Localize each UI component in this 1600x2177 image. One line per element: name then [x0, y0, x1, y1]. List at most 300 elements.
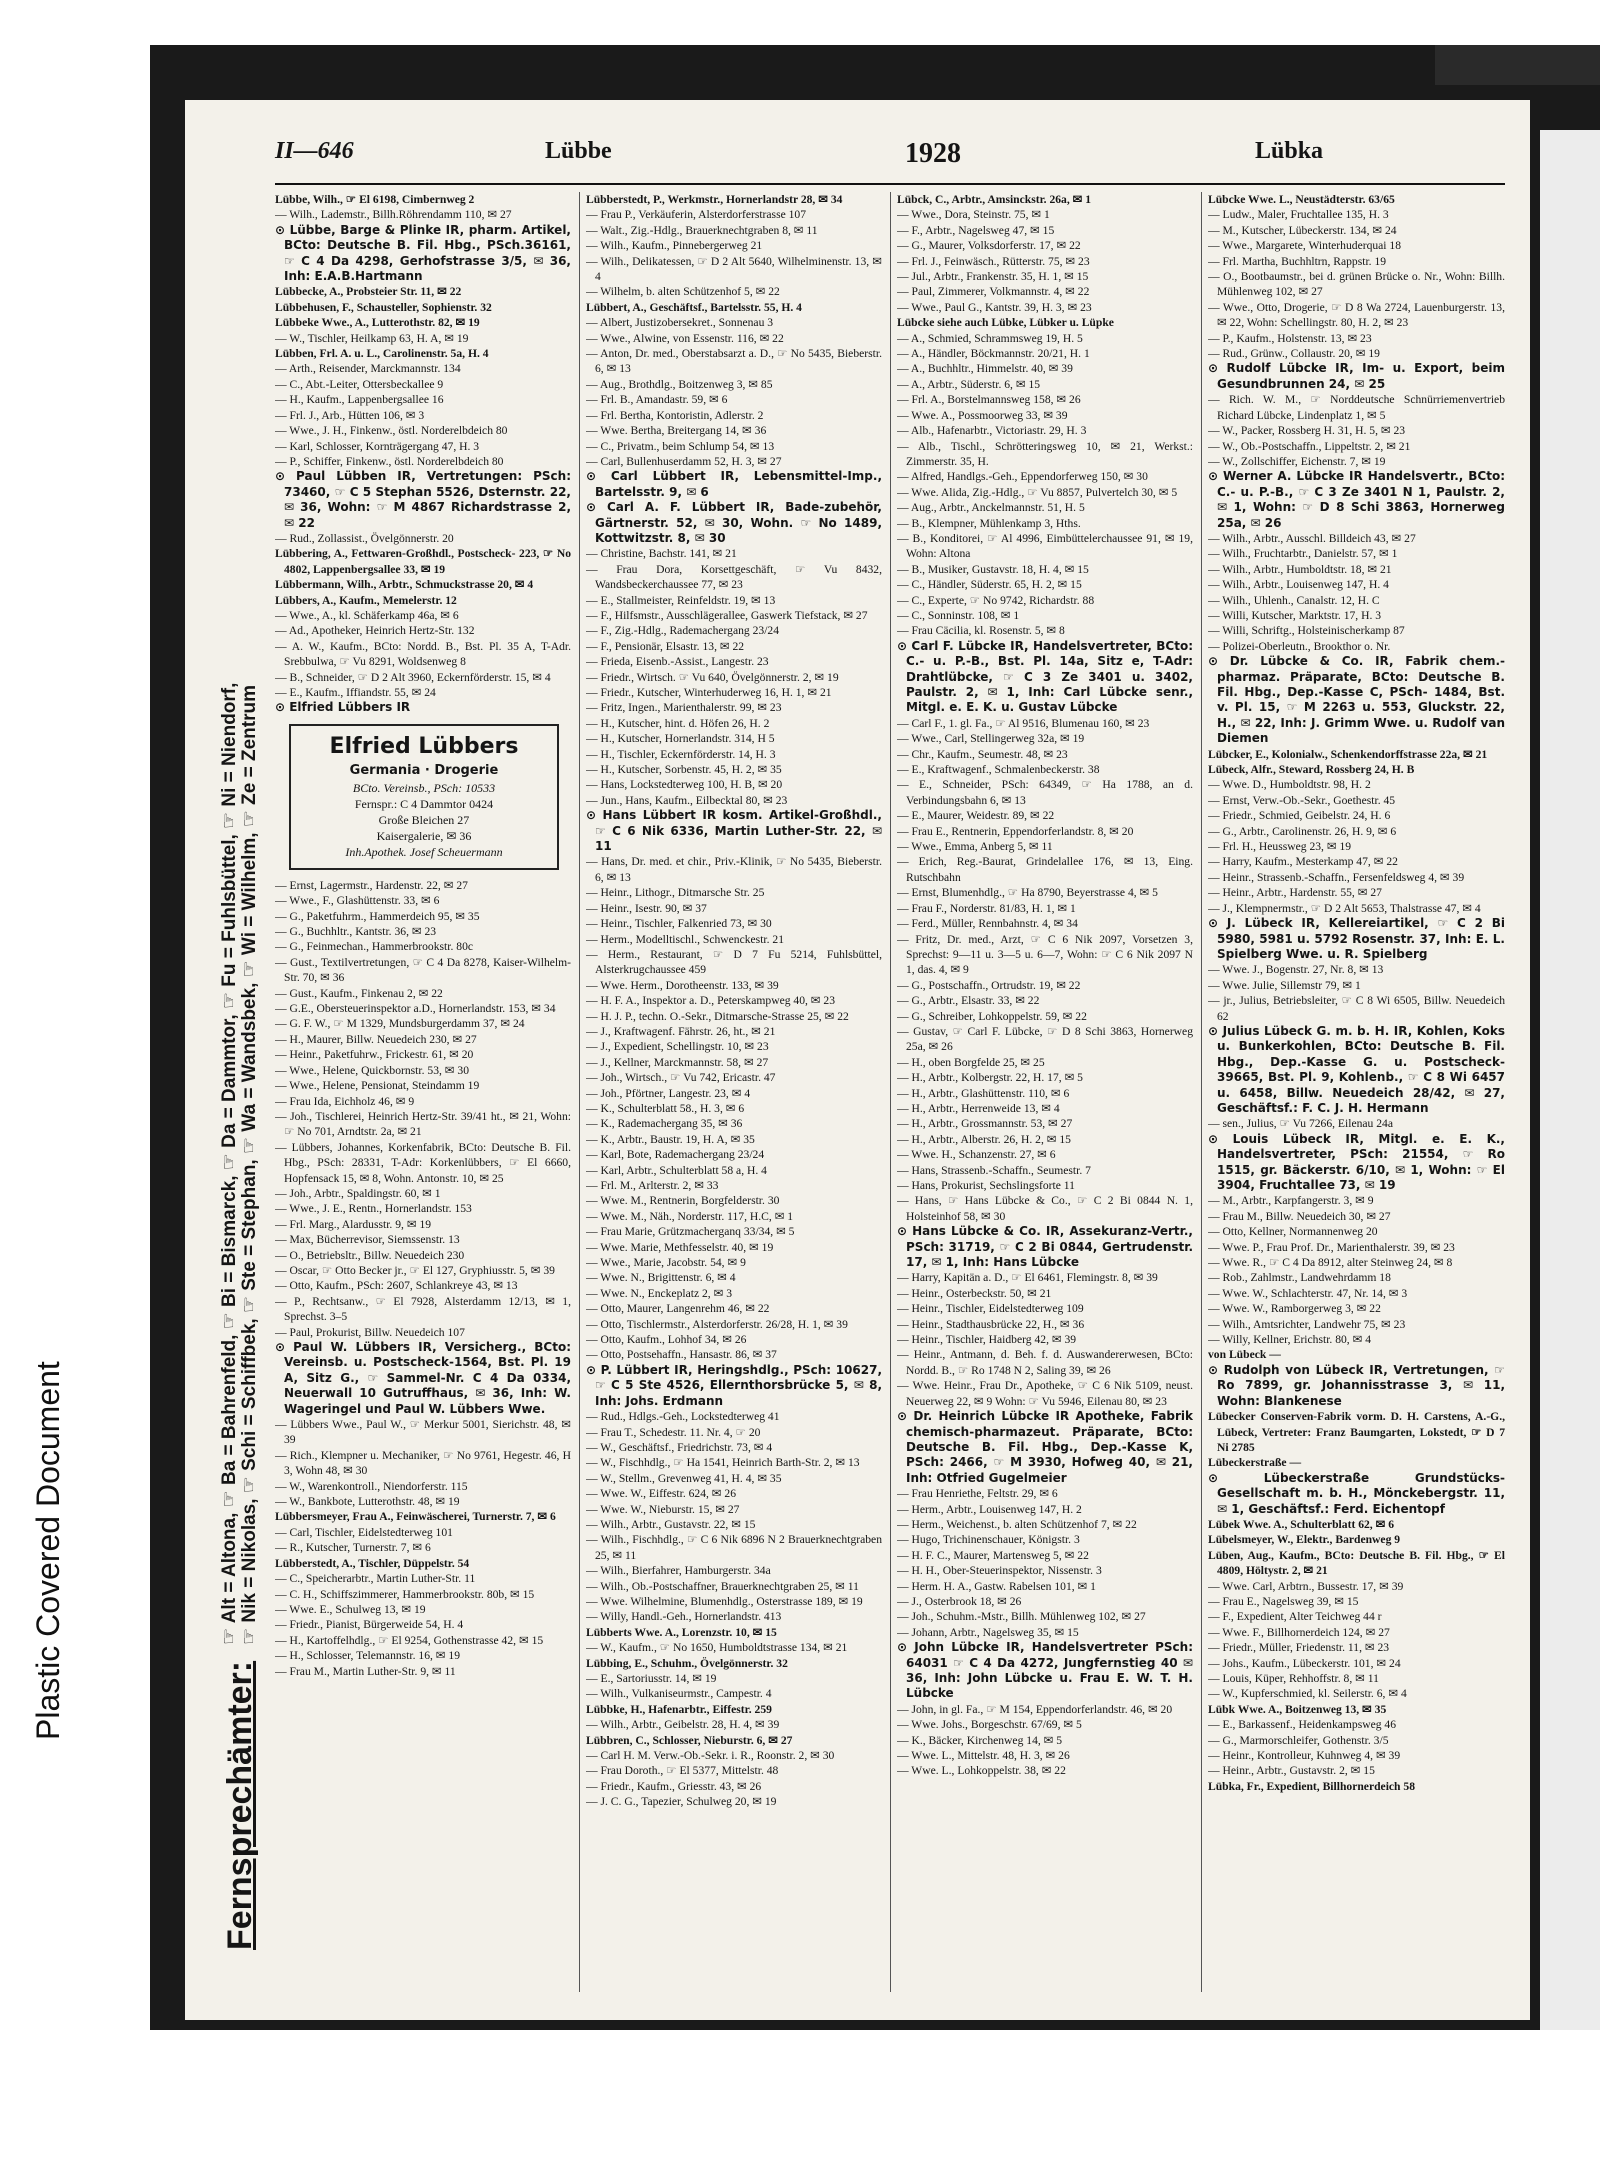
directory-entry: — Wilhelm, b. alten Schützenhof 5, ✉ 22 [586, 285, 780, 299]
directory-entry: — Ad., Apotheker, Heinrich Hertz-Str. 132 [275, 624, 475, 638]
directory-entry: — H., Maurer, Billw. Neuedeich 230, ✉ 27 [275, 1032, 477, 1046]
directory-entry: — F., Zig.-Hdlg., Rademachergang 23/24 [586, 624, 780, 638]
directory-entry: ⊙ Elfried Lübbers IR [275, 700, 411, 715]
directory-entry: — Wilh., Kaufm., Pinnebergerweg 21 [586, 239, 763, 253]
directory-entry: ⊙ Louis Lübeck IR, Mitgl. e. E. K., Handelsvertreter, PSch: 21554, ☞ Ro 1515, gr. Bäckerstr. 6/10, ✉ 1, Wohn: ☞ El 3904, Fruchtallee 73, ✉ 19 [1208, 1131, 1505, 1192]
directory-entry: — Frl. B., Amandastr. 59, ✉ 6 [586, 393, 728, 407]
directory-entry: — Ferd., Müller, Rennbahnstr. 4, ✉ 34 [897, 917, 1078, 931]
directory-entry: Lübk Wwe. A., Boitzenweg 13, ✉ 35 [1208, 1702, 1387, 1716]
directory-entry: — H., Schlosser, Telemannstr. 16, ✉ 19 [275, 1649, 461, 1663]
directory-entry: — Wwe., F., Glashüttenstr. 33, ✉ 6 [275, 894, 440, 908]
column-divider [890, 192, 891, 1992]
directory-entry: — E., Stallmeister, Reinfeldstr. 19, ✉ 13 [586, 593, 776, 607]
adjacent-page-edge [1540, 130, 1600, 2030]
directory-entry: — G., Arbtr., Carolinenstr. 26, H. 9, ✉ 6 [1208, 824, 1397, 838]
directory-entry: — Wwe., Helene, Pensionat, Steindamm 19 [275, 1079, 480, 1093]
directory-entry: — E., Schneider, PSch: 64349, ☞ Ha 1788, an d. Verbindungsbahn 6, ✉ 13 [897, 778, 1193, 807]
directory-entry: — Erich, Reg.-Baurat, Grindelallee 176, ✉ 13, Eing. Rutschbahn [897, 855, 1193, 884]
directory-entry: — Otto, Kaufm., Lohhof 34, ✉ 26 [586, 1333, 747, 1347]
directory-entry: Lübbeke Wwe., A., Lutterothstr. 82, ✉ 19 [275, 316, 480, 330]
directory-entry: — Frau M., Martin Luther-Str. 9, ✉ 11 [275, 1664, 456, 1678]
directory-entry: ⊙ Carl Lübbert IR, Lebensmittel-Imp., Bartelsstr. 9, ✉ 6 [586, 469, 882, 499]
directory-entry: — H. J. P., techn. O.-Sekr., Ditmarsche-Strasse 25, ✉ 22 [586, 1009, 849, 1023]
directory-entry: — Wwe., Otto, Drogerie, ☞ D 8 Wa 2724, Lauenburgerstr. 13, ✉ 22, Wohn: Schellingstr. 80, H. 2, ✉ 23 [1208, 300, 1505, 330]
directory-entry: — P., Rechtsanw., ☞ El 7928, Alsterdamm 12/13, ✉ 1, Sprechst. 3–5 [275, 1294, 571, 1324]
directory-entry: — Heinr., Tischler, Eidelstedterweg 109 [897, 1302, 1084, 1316]
directory-entry: — Willy, Handl.-Geh., Hornerlandstr. 413 [586, 1610, 782, 1624]
directory-entry: — Wwe. Marie, Methfesselstr. 40, ✉ 19 [586, 1240, 774, 1254]
directory-entry: — B., Schneider, ☞ D 2 Alt 3960, Eckernförderstr. 15, ✉ 4 [275, 670, 551, 684]
exchange-legend-title: Fernsprechämter: [220, 1660, 259, 1950]
directory-entry: ⊙ Rudolph von Lübeck IR, Vertretungen, ☞ Ro 7899, gr. Johannisstrasse 3, ✉ 11, Wohn: Blankenese [1208, 1362, 1505, 1408]
directory-entry: — G. F. W., ☞ M 1329, Mundsburgerdamm 37, ✉ 24 [275, 1017, 525, 1031]
directory-entry: — J. C. G., Tapezier, Schulweg 20, ✉ 19 [586, 1795, 777, 1809]
directory-entry: — W., Packer, Rossberg H. 31, H. 5, ✉ 23 [1208, 424, 1406, 438]
directory-entry: — K., Arbtr., Baustr. 19, H. A, ✉ 35 [586, 1132, 755, 1146]
directory-entry: — Frau E., Rentnerin, Eppendorferlandstr. 8, ✉ 20 [897, 824, 1134, 838]
directory-entry: — Wwe. N., Enckeplatz 2, ✉ 3 [586, 1286, 733, 1300]
directory-entry: — C., Abt.-Leiter, Ottersbeckallee 9 [275, 377, 444, 391]
directory-entry: — Heinr., Stadthausbrücke 22, H., ✉ 36 [897, 1317, 1085, 1331]
directory-entry: Lübeckerstraße — [1208, 1456, 1302, 1470]
directory-entry: — Wilh., Arbtr., Humboldtstr. 18, ✉ 21 [1208, 562, 1392, 576]
directory-entry: — Wilh., Delikatessen, ☞ D 2 Alt 5640, Wilhelminenstr. 13, ✉ 4 [586, 254, 882, 284]
directory-entry: — Frau M., Billw. Neuedeich 30, ✉ 27 [1208, 1209, 1391, 1223]
directory-entry: ⊙ P. Lübbert IR, Heringshdlg., PSch: 10627, ☞ C 5 Ste 4526, Ellernthorsbrücke 5, ✉ 8, Inh: Johs. Erdmann [586, 1362, 882, 1408]
directory-entry: — F., Pensionär, Elsastr. 13, ✉ 22 [586, 639, 745, 653]
directory-entry: — G.E., Obersteuerinspektor a.D., Hornerlandstr. 153, ✉ 34 [275, 1002, 556, 1016]
directory-entry: — Wilh., Amtsrichter, Landwehr 75, ✉ 23 [1208, 1317, 1406, 1331]
directory-entry: — Aug., Brothdlg., Boitzenweg 3, ✉ 85 [586, 377, 773, 391]
directory-entry: — Wwe. L., Lohkoppelstr. 38, ✉ 22 [897, 1764, 1066, 1778]
directory-entry: Lübecker Conserven-Fabrik vorm. D. H. Carstens, A.-G., Lübeck, Vertreter: Franz Baumgarten, Lokstedt, ☞ D 7 Ni 2785 [1208, 1410, 1505, 1454]
directory-entry: — C., Sonninstr. 108, ✉ 1 [897, 608, 1020, 622]
directory-entry: — J., Expedient, Schellingstr. 10, ✉ 23 [586, 1040, 769, 1054]
directory-entry: — Carl, Tischler, Eidelstedterweg 101 [275, 1525, 453, 1539]
directory-entry: ⊙ Rudolf Lübcke IR, Im- u. Export, beim Gesundbrunnen 24, ✉ 25 [1208, 361, 1505, 391]
side-label-text: Plastic Covered Document [30, 1361, 66, 1740]
directory-entry: — Frl. Bertha, Kontoristin, Adlerstr. 2 [586, 408, 764, 422]
directory-entry: — Wwe. H., Schanzenstr. 27, ✉ 6 [897, 1148, 1056, 1162]
directory-entry: — Lübbers, Johannes, Korkenfabrik, BCto: Deutsche B. Fil. Hbg., PSch: 28331, T-Adr: Korkenlübbers, ☞ El 6660, Hopfensack 15, ✉ 8, Wohn. Antonstr. 10, ✉ 25 [275, 1140, 571, 1185]
directory-entry: — Frl. A., Borstelmannsweg 158, ✉ 26 [897, 393, 1081, 407]
directory-entry: — Otto, Postsehaffn., Hansastr. 86, ✉ 37 [586, 1348, 777, 1362]
directory-entry: Lübbing, E., Schuhm., Övelgönnerstr. 32 [586, 1656, 788, 1670]
page-header [275, 138, 1505, 188]
directory-entry: — Wwe. W., Ramborgerweg 3, ✉ 22 [1208, 1302, 1381, 1316]
header-rule [275, 183, 1505, 185]
directory-entry: — H., Kaufm., Lappenbergsallee 16 [275, 393, 444, 407]
directory-entry: — Heinr., Lithogr., Ditmarsche Str. 25 [586, 886, 765, 900]
directory-entry: — Jun., Hans, Kaufm., Eilbecktal 80, ✉ 23 [586, 793, 788, 807]
directory-entry: — Alb., Hafenarbtr., Victoriastr. 29, H. 3 [897, 424, 1087, 438]
directory-entry: — Joh., Schuhm.-Mstr., Billh. Mühlenweg 102, ✉ 27 [897, 1610, 1146, 1624]
directory-entry: — Wwe. D., Humboldtstr. 98, H. 2 [1208, 778, 1371, 792]
directory-entry: Lübben, Frl. A. u. L., Carolinenstr. 5a, H. 4 [275, 347, 489, 361]
directory-entry: — Ernst, Verw.-Ob.-Sekr., Goethestr. 45 [1208, 793, 1396, 807]
directory-entry: — Carl F., 1. gl. Fa., ☞ Al 9516, Blumenau 160, ✉ 23 [897, 716, 1150, 730]
directory-entry: Lübbren, C., Schlosser, Nieburstr. 6, ✉ 27 [586, 1733, 793, 1747]
directory-entry: — Alb., Tischl., Schrötteringsweg 10, ✉ 21, Werkst.: Zimmerstr. 35, H. [897, 439, 1193, 468]
directory-entry: — Frau Henriethe, Feltstr. 29, ✉ 6 [897, 1487, 1058, 1501]
directory-entry: — Albert, Justizobersekret., Sonnenau 3 [586, 316, 774, 330]
directory-page [185, 100, 1530, 2020]
directory-entry: Lübbecke, A., Probsteier Str. 11, ✉ 22 [275, 285, 462, 299]
directory-entry: — Wwe. R., ☞ C 4 Da 8912, alter Steinweg 24, ✉ 8 [1208, 1256, 1453, 1270]
directory-entry: — Wwe. E., Schulweg 13, ✉ 19 [275, 1602, 426, 1616]
directory-entry: — John, in gl. Fa., ☞ M 154, Eppendorferlandstr. 46, ✉ 20 [897, 1702, 1173, 1716]
directory-entry: — Harry, Kaufm., Mesterkamp 47, ✉ 22 [1208, 855, 1398, 869]
directory-entry: — H., Tischler, Eckernförderstr. 14, H. 3 [586, 747, 776, 761]
directory-entry: — H., Arbtr., Glashüttenstr. 110, ✉ 6 [897, 1086, 1070, 1100]
directory-entry: — Willi, Schriftg., Holsteinischerkamp 87 [1208, 624, 1405, 638]
side-label [30, 1361, 130, 1780]
directory-entry: — Hans, Prokurist, Sechslingsforte 11 [897, 1179, 1075, 1192]
directory-entry: — Wwe., Dora, Steinstr. 75, ✉ 1 [897, 208, 1050, 222]
directory-entry: ⊙ Dr. Heinrich Lübcke IR Apotheke, Fabrik chemisch-pharmazeut. Präparate, BCto: Deutsche B. Fil. Hbg., Dep.-Kasse K, PSch: 2466, ☞ M 3930, Hofweg 40, ✉ 21, Inh: Otfried Gugelmeier [897, 1409, 1193, 1485]
ad-street: Große Bleichen 27 [378, 812, 470, 827]
directory-entry: — Wwe. Herm., Dorotheenstr. 133, ✉ 39 [586, 978, 779, 992]
directory-entry: ⊙ Julius Lübeck G. m. b. H. IR, Kohlen, Koks u. Bunkerkohlen, BCto: Deutsche B. Fil. Hbg., Dep.-Kasse G. u. Postscheck- 39665, Bst. Pl. 9, Kohlenb., ☞ C 8 Wi 6457 u. 6458, Billw. Neuedeich 28/42, ✉ 27, Geschäftsf.: F. C. J. H. Hermann [1208, 1023, 1505, 1115]
directory-entry: — H., Kutscher, Sorbenstr. 45, H. 2, ✉ 35 [586, 763, 782, 777]
directory-entry: — K., Rademachergang 35, ✉ 36 [586, 1117, 743, 1131]
directory-entry: — Wwe., Emma, Anberg 5, ✉ 11 [897, 840, 1053, 854]
directory-entry: — E., Barkassenf., Heidenkampsweg 46 [1208, 1718, 1397, 1732]
directory-entry: — Louis, Küper, Rehhoffstr. 8, ✉ 11 [1208, 1672, 1379, 1685]
directory-entry: — Jul., Arbtr., Frankenstr. 35, H. 1, ✉ 15 [897, 270, 1089, 284]
directory-entry: — Frau Doroth., ☞ El 5377, Mittelstr. 48 [586, 1764, 779, 1778]
directory-entry: — E., Sartoriusstr. 14, ✉ 19 [586, 1672, 717, 1685]
directory-entry: — Ernst, Lagermstr., Hardenstr. 22, ✉ 27 [275, 878, 468, 892]
directory-entry: — Wwe., Alwine, von Essenstr. 116, ✉ 22 [586, 331, 784, 345]
directory-entry: — Aug., Arbtr., Anckelmannstr. 51, H. 5 [897, 501, 1085, 515]
directory-entry: — F., Hilfsmstr., Ausschlägerallee, Gaswerk Tiefstack, ✉ 27 [586, 608, 868, 622]
directory-entry: — Herm., Restaurant, ☞ D 7 Fu 5214, Fuhlsbüttel, Alsterkrugchaussee 459 [586, 947, 882, 977]
directory-entry: — Frau Cäcilia, kl. Rosenstr. 5, ✉ 8 [897, 624, 1065, 638]
directory-entry: — J., Osterbrook 18, ✉ 26 [897, 1594, 1022, 1608]
directory-entry: ⊙ John Lübcke IR, Handelsvertreter PSch: 64031 ☞ C 4 Da 4272, Jungfernstieg 40 ✉ 36, Inh: John Lübcke u. Frau E. W. T. H. Lübcke [897, 1640, 1193, 1701]
directory-entry: — Carl H. M. Verw.-Ob.-Sekr. i. R., Roonstr. 2, ✉ 30 [586, 1749, 835, 1763]
directory-entry: — B., Klempner, Mühlenkamp 3, Hths. [897, 516, 1081, 530]
directory-entry: — Wilh., Arbtr., Geibelstr. 28, H. 4, ✉ 39 [586, 1718, 780, 1732]
directory-entry: Lübelsmeyer, W., Elektr., Bardenweg 9 [1208, 1533, 1401, 1547]
directory-entry: — Wilh., Ob.-Postschaffner, Brauerknechtgraben 25, ✉ 11 [586, 1579, 859, 1593]
directory-entry: — Wwe. Wilhelmine, Blumenhdlg., Osterstrasse 189, ✉ 19 [586, 1594, 863, 1608]
directory-entry: ⊙ Paul W. Lübbers IR, Versicherg., BCto: Vereinsb. u. Postscheck-1564, Bst. Pl. 19 A, Sitz G., ☞ Sammel-Nr. C 4 Da 0334, Neuerwall 10 Gutruffhaus, ✉ 36, Inh: W. Wageringel und Paul W. Lübbers Wwe. [275, 1340, 571, 1416]
directory-entry: — Frau Ida, Eichholz 46, ✉ 9 [275, 1094, 415, 1108]
ad-gallery: Kaisergalerie, ✉ 36 [376, 828, 472, 843]
advertisement-box [289, 724, 559, 870]
directory-entry: Lübbke, H., Hafenarbtr., Eiffestr. 259 [586, 1702, 772, 1716]
directory-entry: — W., Geschäftsf., Friedrichstr. 73, ✉ 4 [586, 1440, 773, 1454]
directory-entry: — H. F. A., Inspektor a. D., Peterskampweg 40, ✉ 23 [586, 994, 836, 1008]
directory-entry: — G., Maurer, Volksdorferstr. 17, ✉ 22 [897, 239, 1081, 253]
directory-entry: — Wilh., Fruchtarbtr., Danielstr. 57, ✉ 1 [1208, 547, 1398, 561]
directory-entry: — Frl. J., Feinwäsch., Rütterstr. 75, ✉ 23 [897, 254, 1090, 268]
directory-entry: — A. W., Kaufm., BCto: Nordd. B., Bst. Pl. 35 A, T-Adr. Srebbulwa, ☞ Vu 8291, Woldsenweg 8 [275, 639, 571, 669]
directory-entry: — H., Kutscher, Hornerlandstr. 314, H 5 [586, 732, 775, 746]
directory-entry: — J., Kraftwagenf. Fährstr. 26, ht., ✉ 21 [586, 1024, 776, 1038]
directory-entry: — Oscar, ☞ Otto Becker jr., ☞ El 127, Gryphiusstr. 5, ✉ 39 [275, 1263, 555, 1277]
directory-entry: — Arth., Reisender, Marckmannstr. 134 [275, 362, 461, 376]
directory-entry: — E., Maurer, Weidestr. 89, ✉ 22 [897, 809, 1055, 823]
directory-entry: — Wilh., Vulkaniseurmstr., Campestr. 4 [586, 1687, 772, 1701]
directory-entry: Lübberts Wwe. A., Lorenzstr. 10, ✉ 15 [586, 1625, 777, 1639]
directory-entry: — Rud., Zollassist., Övelgönnerstr. 20 [275, 531, 454, 545]
directory-entry: — H., oben Borgfelde 25, ✉ 25 [897, 1055, 1045, 1069]
directory-entry: — Wwe., Helene, Quickbornstr. 53, ✉ 30 [275, 1063, 469, 1077]
directory-entry: — Carl, Bullenhuserdamm 52, H. 3, ✉ 27 [586, 454, 782, 468]
directory-entry: — Wwe. F., Billhornerdeich 124, ✉ 27 [1208, 1625, 1390, 1639]
directory-entry: — Rich. W. M., ☞ Norddeutsche Schnürriemenvertrieb Richard Lübcke, Lindenplatz 1, ✉ 5 [1208, 393, 1505, 422]
directory-entry: — Wwe. W., Eiffestr. 624, ✉ 26 [586, 1487, 737, 1501]
directory-entry: — M., Arbtr., Karpfangerstr. 3, ✉ 9 [1208, 1194, 1374, 1208]
directory-entry: — Chr., Kaufm., Seumestr. 48, ✉ 23 [897, 747, 1068, 761]
directory-entry: — Harry, Kapitän a. D., ☞ El 6461, Flemingstr. 8, ✉ 39 [897, 1271, 1158, 1285]
directory-entry: — Hugo, Trichinenschauer, Königstr. 3 [897, 1533, 1080, 1547]
directory-entry: Lübbe, Wilh., ☞ El 6198, Cimbernweg 2 [275, 193, 475, 206]
column-divider [1201, 192, 1202, 1992]
directory-entry: — H., Arbtr., Herrenweide 13, ✉ 4 [897, 1101, 1060, 1115]
directory-entry: — C., Händler, Süderstr. 65, H. 2, ✉ 15 [897, 578, 1082, 592]
directory-entry: — C. H., Schiffszimmerer, Hammerbrookstr. 80b, ✉ 15 [275, 1587, 535, 1601]
directory-entry: ⊙ Carl F. Lübcke IR, Handelsvertreter, BCto: C.- u. P.-B., Bst. Pl. 14a, Sitz e, T-Adr: Drahtlübcke, ☞ C 3 Ze 3401 u. 3402, Paulstr. 2, ✉ 1, Inh: Carl Lübcke senr., Mitgl. e. E. K. u. Gustav Lübcke [897, 638, 1193, 715]
directory-entry: — G., Paketfuhrm., Hammerdeich 95, ✉ 35 [275, 909, 480, 923]
directory-entry: — Gustav, ☞ Carl F. Lübcke, ☞ D 8 Schi 3863, Hornerweg 25a, ✉ 26 [897, 1024, 1193, 1054]
directory-entry: — Wilh., Lademstr., Billh.Röhrendamm 110, ✉ 27 [275, 208, 512, 222]
directory-entry: — E., Kaufm., Iffiandstr. 55, ✉ 24 [275, 686, 436, 699]
directory-entry: — W., Warenkontroll., Niendorferstr. 115 [275, 1479, 468, 1493]
directory-entry: — G., Marmorschleifer, Gothenstr. 3/5 [1208, 1733, 1389, 1747]
directory-entry: — Willi, Kutscher, Marktstr. 17, H. 3 [1208, 608, 1382, 622]
directory-entry: — Heinr., Arbtr., Hardenstr. 55, ✉ 27 [1208, 886, 1382, 900]
directory-entry: — P., Kaufm., Holstenstr. 13, ✉ 23 [1208, 331, 1372, 345]
directory-entry: — Herm., Modelltischl., Schwenckestr. 21 [586, 932, 785, 946]
directory-entry: — Joh., Pförtner, Langestr. 23, ✉ 4 [586, 1086, 751, 1100]
directory-entry: ⊙ Carl A. F. Lübbert IR, Bade-zubehör, Gärtnerstr. 52, ✉ 30, Wohn. ☞ No 1489, Kottwitzstr. 8, ✉ 30 [586, 500, 882, 545]
directory-entry: — Max, Bücherrevisor, Siemssenstr. 13 [275, 1233, 460, 1247]
directory-entry: — Wwe., A., kl. Schäferkamp 46a, ✉ 6 [275, 608, 459, 622]
directory-entry: — Frau T., Schedestr. 11. Nr. 4, ☞ 20 [586, 1425, 761, 1439]
directory-entry: — Willy, Kellner, Erichstr. 80, ✉ 4 [1208, 1333, 1372, 1347]
directory-entry: — Alfred, Handlgs.-Geh., Eppendorferweg 150, ✉ 30 [897, 470, 1148, 484]
directory-entry: — Wwe. A., Possmoorweg 33, ✉ 39 [897, 408, 1068, 422]
directory-entry: — W., Stellm., Grevenweg 41, H. 4, ✉ 35 [586, 1471, 782, 1485]
directory-entry: — Hans, Dr. med. et chir., Priv.-Klinik, ☞ No 5435, Bieberstr. 6, ✉ 13 [586, 855, 882, 884]
directory-entry: — F., Expedient, Alter Teichweg 44 r [1208, 1610, 1382, 1624]
directory-entry: Lübbehusen, F., Schausteller, Sophienstr. 32 [275, 300, 492, 314]
directory-entry: — Frl. Marg., Alardusstr. 9, ✉ 19 [275, 1217, 432, 1231]
directory-entry: — jr., Julius, Betriebsleiter, ☞ C 8 Wi 6505, Billw. Neuedeich 62 [1208, 994, 1505, 1023]
directory-entry: — Hans, Lockstedterweg 100, H. B, ✉ 20 [586, 778, 783, 792]
column-1 [275, 192, 571, 2012]
directory-entry: — Wwe. N., Brigittenstr. 6, ✉ 4 [586, 1271, 736, 1285]
directory-entry: Lübka, Fr., Expedient, Billhornerdeich 58 [1208, 1779, 1415, 1793]
directory-entry: Lübberstedt, A., Tischler, Düppelstr. 54 [275, 1556, 470, 1570]
directory-entry: — Wwe., Margarete, Winterhuderquai 18 [1208, 239, 1402, 253]
directory-entry: ⊙ Hans Lübbert IR kosm. Artikel-Großhdl., ☞ C 6 Nik 6336, Martin Luther-Str. 22, ✉ 11 [586, 808, 882, 854]
directory-entry: — Heinr., Tischler, Haidberg 42, ✉ 39 [897, 1333, 1077, 1347]
directory-entry: — Heinr., Tischler, Falkenried 73, ✉ 30 [586, 917, 772, 931]
directory-entry: Lübbert, A., Geschäftsf., Bartelsstr. 55, H. 4 [586, 300, 802, 314]
directory-entry: — Wilh., Arbtr., Gustavstr. 22, ✉ 15 [586, 1517, 756, 1531]
directory-entry: — Wwe. W., Nieburstr. 15, ✉ 27 [586, 1502, 740, 1516]
directory-entry: — P., Schiffer, Finkenw., östl. Norderelbdeich 80 [275, 454, 504, 468]
directory-entry: — Ernst, Blumenhdlg., ☞ Ha 8790, Beyerstrasse 4, ✉ 5 [897, 886, 1158, 900]
directory-entry: — E., Kraftwagenf., Schmalenbeckerstr. 38 [897, 763, 1100, 777]
directory-entry: — H., Kartoffelhdlg., ☞ El 9254, Gothenstrasse 42, ✉ 15 [275, 1633, 544, 1647]
directory-entry: — Karl, Schlosser, Kornträgergang 47, H. 3 [275, 439, 480, 453]
directory-entry: — Frau E., Nagelsweg 39, ✉ 15 [1208, 1594, 1359, 1608]
directory-entry: — Polizei-Oberleutn., Brookthor o. Nr. [1208, 639, 1391, 653]
ad-phone: Fernspr.: C 4 Dammtor 0424 [354, 796, 494, 811]
directory-entry: — Frau P., Verkäuferin, Alsterdorferstrasse 107 [586, 208, 807, 222]
directory-entry: — H., Arbtr., Grossmannstr. 53, ✉ 27 [897, 1117, 1073, 1131]
directory-entry: — W., Bankbote, Lutterothstr. 48, ✉ 19 [275, 1495, 460, 1509]
directory-entry: — H., Arbtr., Alberstr. 26, H. 2, ✉ 15 [897, 1132, 1071, 1146]
directory-entry: — Hans, ☞ Hans Lübcke & Co., ☞ C 2 Bi 0844 N. 1, Holsteinhof 58, ✉ 30 [897, 1194, 1193, 1223]
directory-entry: — G., Postschaffn., Ortrudstr. 19, ✉ 22 [897, 978, 1081, 992]
directory-entry: — Otto, Kaufm., PSch: 2607, Schlankreye 43, ✉ 13 [275, 1279, 518, 1293]
ad-subtitle: Germania · Drogerie [349, 762, 499, 778]
directory-entry: Lübberstedt, P., Werkmstr., Hornerlandstr 28, ✉ 34 [586, 193, 843, 206]
directory-entry: — sen., Julius, ☞ Vu 7266, Eilenau 24a [1208, 1117, 1393, 1131]
directory-entry: — Fritz, Dr. med., Arzt, ☞ C 6 Nik 2097, Vorsetzen 3, Sprechst: 9—11 u. 3—5 u. 6—7, Wohn: ☞ C 6 Nik 2097 N 1, das. 4, ✉ 9 [897, 932, 1193, 977]
directory-entry: Lüben, Aug., Kaufm., BCto: Deutsche B. Fil. Hbg., ☞ El 4809, Höltystr. 2, ✉ 21 [1208, 1548, 1505, 1578]
header-first-name: Lübbe [545, 138, 612, 164]
directory-entry: Lübbersmeyer, Frau A., Feinwäscherei, Turnerstr. 7, ✉ 6 [275, 1510, 556, 1524]
directory-entry: — Wwe. L., Mittelstr. 48, H. 3, ✉ 26 [897, 1749, 1070, 1763]
directory-entry: — C., Speicherarbtr., Martin Luther-Str. 11 [275, 1572, 476, 1586]
directory-entry: — W., Kupferschmied, kl. Seilerstr. 6, ✉ 4 [1208, 1687, 1407, 1701]
directory-entry: — Hans, Strassenb.-Schaffn., Seumestr. 7 [897, 1163, 1091, 1177]
directory-entry: — R., Kutscher, Turnerstr. 7, ✉ 6 [275, 1541, 431, 1555]
directory-entry: — Frau Dora, Korsettgeschäft, ☞ Vu 8432, Wandsbeckerchaussee 77, ✉ 23 [586, 562, 882, 592]
directory-entry: Lübck, C., Arbtr., Amsinckstr. 26a, ✉ 1 [897, 193, 1092, 206]
directory-entry: — Karl, Arbtr., Schulterblatt 58 a, H. 4 [586, 1163, 767, 1177]
directory-entry: — Walt., Zig.-Hdlg., Brauerknechtgraben 8, ✉ 11 [586, 223, 818, 237]
directory-entry: ⊙ Lübbe, Barge & Plinke IR, pharm. Artikel, BCto: Deutsche B. Fil. Hbg., PSch.36161, ☞ C 4 Da 4298, Gerhofstrasse 3/5, ✉ 36, Inh: E.A.B.Hartmann [275, 222, 571, 284]
directory-entry: — Wwe., Carl, Stellingerweg 32a, ✉ 19 [897, 732, 1085, 746]
directory-entry: — Rud., Grünw., Collaustr. 20, ✉ 19 [1208, 347, 1380, 361]
directory-entry: — Ludw., Maler, Fruchtallee 135, H. 3 [1208, 208, 1389, 222]
directory-entry: — H., Arbtr., Kolbergstr. 22, H. 17, ✉ 5 [897, 1071, 1083, 1085]
directory-entry: — G., Feinmechan., Hammerbrookstr. 80c [275, 940, 474, 954]
directory-entry: — K., Bäcker, Kirchenweg 14, ✉ 5 [897, 1733, 1063, 1747]
column-1-entries-top [275, 192, 571, 716]
directory-entry: — F., Arbtr., Nagelsweg 47, ✉ 15 [897, 223, 1055, 237]
directory-entry: — Otto, Kellner, Normannenweg 20 [1208, 1225, 1378, 1239]
ad-bank: BCto. Vereinsb., PSch: 10533 [352, 780, 496, 795]
directory-entry: — W., Tischler, Heilkamp 63, H. A, ✉ 19 [275, 331, 469, 345]
directory-entry: Lübcke siehe auch Lübke, Lübker u. Lüpke [897, 316, 1114, 330]
directory-entry: — J., Klempnermstr., ☞ D 2 Alt 5653, Thalstrasse 47, ✉ 4 [1208, 901, 1481, 915]
directory-entry: Lübek Wwe. A., Schulterblatt 62, ✉ 6 [1208, 1517, 1394, 1531]
directory-entry: — Friedr., Müller, Friedenstr. 11, ✉ 23 [1208, 1641, 1390, 1655]
directory-entry: — Wwe. J., Bogenstr. 27, Nr. 8, ✉ 13 [1208, 963, 1384, 977]
directory-entry: Lübcker, E., Kolonialw., Schenkendorffstrasse 22a, ✉ 21 [1208, 747, 1488, 761]
directory-entry: — W., Kaufm., ☞ No 1650, Humboldtstrasse 134, ✉ 21 [586, 1641, 848, 1655]
exchange-legend-row-2: ☞ Nik = Nikolas, ☞ Schi = Schiffbek, ☞ Ste = Stephan, ☞ Wa = Wandsbek, ☞ Wi = Wilhelm, ☞ Ze = Zentrum [239, 685, 260, 1645]
directory-entry: — Wwe. P., Frau Prof. Dr., Marienthalerstr. 39, ✉ 23 [1208, 1240, 1455, 1254]
directory-entry: — Heinr., Arbtr., Gustavstr. 2, ✉ 15 [1208, 1764, 1375, 1778]
directory-entry: — Gust., Kaufm., Finkenau 2, ✉ 22 [275, 986, 443, 1000]
directory-entry: — Friedr., Kutscher, Winterhuderweg 16, H. 1, ✉ 21 [586, 686, 832, 699]
directory-entry: — B., Musiker, Gustavstr. 18, H. 4, ✉ 15 [897, 562, 1089, 576]
directory-entry: — Herm., Weichenst., b. alten Schützenhof 7, ✉ 22 [897, 1517, 1137, 1531]
directory-entry: — Heinr., Kontrolleur, Kuhnweg 4, ✉ 39 [1208, 1749, 1401, 1763]
directory-entry: — G., Schreiber, Lohkoppelstr. 59, ✉ 22 [897, 1009, 1087, 1023]
directory-entry: — O., Bootbaumstr., bei d. grünen Brücke o. Nr., Wohn: Billh. Mühlenweg 102, ✉ 27 [1208, 270, 1505, 299]
directory-entry: — Heinr., Isestr. 90, ✉ 37 [586, 901, 707, 915]
directory-entry: — Wilh., Bierfahrer, Hamburgerstr. 34a [586, 1564, 771, 1578]
directory-entry: — Wilh., Arbtr., Ausschl. Billdeich 43, ✉ 27 [1208, 531, 1416, 545]
directory-entry: — Karl, Bote, Rademachergang 23/24 [586, 1148, 765, 1162]
column-divider [579, 192, 580, 1992]
directory-entry: — Rob., Zahlmstr., Landwehrdamm 18 [1208, 1271, 1391, 1285]
directory-entry: — Joh., Wirtsch., ☞ Vu 742, Ericastr. 47 [586, 1071, 776, 1085]
directory-entry: ⊙ Werner A. Lübcke IR Handelsvertr., BCto: C.- u. P.-B., ☞ C 3 Ze 3401 N 1, Paulstr. 2, ✉ 1, Wohn: ☞ D 8 Schi 3863, Hornerweg 25a, ✉ 26 [1208, 469, 1505, 530]
directory-entry: — K., Schulterblatt 58., H. 3, ✉ 6 [586, 1101, 745, 1115]
directory-entry: ⊙ Paul Lübben IR, Vertretungen: PSch: 73460, ☞ C 5 Stephan 5526, Dsternstr. 22, ✉ 36, Wohn: ☞ M 4867 Richardstrasse 2, ✉ 22 [275, 469, 571, 530]
directory-entry: — Otto, Tischlermstr., Alsterdorferstr. 26/28, H. 1, ✉ 39 [586, 1317, 848, 1331]
directory-entry: — C., Privatm., beim Schlump 54, ✉ 13 [586, 439, 775, 453]
directory-entry: ⊙ Lübeckerstraße Grundstücks-Gesellschaft m. b. H., Mönckebergstr. 11, ✉ 1, Geschäftsf.: Ferd. Eichentopf [1208, 1470, 1505, 1516]
directory-entry: — Rud., Hdlgs.-Geh., Lockstedterweg 41 [586, 1410, 780, 1424]
directory-entry: Lübbers, A., Kaufm., Memelerstr. 12 [275, 593, 457, 607]
directory-entry: — J., Kellner, Marckmannstr. 58, ✉ 27 [586, 1055, 769, 1069]
directory-entry: — Anton, Dr. med., Oberstabsarzt a. D., ☞ No 5435, Bieberstr. 6, ✉ 13 [586, 347, 882, 376]
directory-entry: — Wilh., Fischhdlg., ☞ C 6 Nik 6896 N 2 Brauerknechtgraben 25, ✉ 11 [586, 1533, 882, 1562]
directory-entry: — Frau F., Norderstr. 81/83, H. 1, ✉ 1 [897, 901, 1076, 915]
directory-entry: — Paul, Prokurist, Billw. Neuedeich 107 [275, 1325, 465, 1339]
exchange-legend-row-1: ☞ Alt = Altona, ☞ Ba = Bahrenfeld, ☞ Bi = Bismarck, ☞ Da = Dammtor, ☞ Fu = Fuhlsbüttel, ☞ Ni = Niendorf, [219, 682, 241, 1645]
directory-entry: — W., Zollschiffer, Eichenstr. 7, ✉ 19 [1208, 454, 1386, 468]
directory-entry: — Joh., Tischlerei, Heinrich Hertz-Str. 39/41 ht., ✉ 21, Wohn: ☞ No 701, Arndtstr. 2a, ✉ 21 [275, 1109, 571, 1139]
directory-entry: — H. H., Ober-Steuerinspektor, Nissenstr. 3 [897, 1564, 1102, 1578]
directory-entry: — Heinr., Strassenb.-Schaffn., Fersenfeldsweg 4, ✉ 39 [1208, 870, 1465, 884]
directory-entry: — O., Betriebsltr., Billw. Neuedeich 230 [275, 1248, 465, 1262]
directory-entry: — Christine, Bachstr. 141, ✉ 21 [586, 547, 737, 561]
directory-entry: — Wwe. Johs., Borgeschstr. 67/69, ✉ 5 [897, 1718, 1082, 1732]
directory-entry: — Wilh., Uhlenh., Canalstr. 12, H. C [1208, 593, 1380, 607]
directory-entry: — M., Kutscher, Lübeckerstr. 134, ✉ 24 [1208, 223, 1397, 237]
directory-entry: — W., Ob.-Postschaffn., Lippeltstr. 2, ✉ 21 [1208, 439, 1411, 453]
directory-entry: — Wwe. M., Rentnerin, Borgfelderstr. 30 [586, 1194, 780, 1208]
directory-entry: — Wwe. Heinr., Frau Dr., Apotheke, ☞ C 6 Nik 5109, neust. Neuerweg 22, ✉ 9 Wohn: ☞ Vu 5946, Eilenau 80, ✉ 23 [897, 1379, 1193, 1408]
directory-entry: — Wwe., J. H., Finkenw., östl. Norderelbdeich 80 [275, 424, 508, 438]
directory-entry: — G., Buchhltr., Kantstr. 36, ✉ 23 [275, 925, 437, 939]
directory-entry: — Rich., Klempner u. Mechaniker, ☞ No 9761, Hegestr. 46, H 3, Wohn 48, ✉ 30 [275, 1448, 571, 1478]
directory-entry: — Heinr., Osterbeckstr. 50, ✉ 21 [897, 1286, 1052, 1300]
directory-entry: — Wwe. Alida, Zig.-Hdlg., ☞ Vu 8857, Pulvertelch 30, ✉ 5 [897, 485, 1178, 499]
directory-entry: von Lübeck — [1208, 1348, 1281, 1362]
directory-entry: — A., Buchhltr., Himmelstr. 40, ✉ 39 [897, 362, 1073, 376]
directory-entry: — H. F. C., Maurer, Martensweg 5, ✉ 22 [897, 1548, 1089, 1562]
ad-title: Elfried Lübbers [329, 733, 519, 759]
column-4 [1208, 192, 1505, 2012]
directory-entry: — G., Arbtr., Elsastr. 33, ✉ 22 [897, 994, 1040, 1008]
directory-entry: Lübbering, A., Fettwaren-Großhdl., Postscheck- 223, ☞ No 4802, Lappenbergsallee 33, ✉ 19 [275, 547, 571, 576]
directory-entry: — Friedr., Pianist, Bürgerweide 54, H. 4 [275, 1618, 464, 1632]
directory-entry: — Heinr., Antmann, d. Beh. f. d. Auswandererwesen, BCto: Nordd. B., ☞ Ro 1748 N 2, Saling 39, ✉ 26 [897, 1348, 1193, 1377]
directory-entry: — Otto, Maurer, Langenrehm 46, ✉ 22 [586, 1302, 770, 1316]
column-1-entries-bottom [275, 878, 571, 1679]
column-3 [897, 192, 1193, 2012]
directory-entry: — Fritz, Ingen., Marienthalerstr. 99, ✉ 23 [586, 701, 782, 715]
directory-entry: — B., Konditorei, ☞ Al 4996, Eimbüttelerchaussee 91, ✉ 19, Wohn: Altona [897, 531, 1193, 561]
directory-entry: ⊙ Hans Lübcke & Co. IR, Assekuranz-Vertr., PSch: 31719, ☞ C 2 Bi 0844, Gertrudenstr. 17, ✉ 1, Inh: Hans Lübcke [897, 1224, 1193, 1270]
